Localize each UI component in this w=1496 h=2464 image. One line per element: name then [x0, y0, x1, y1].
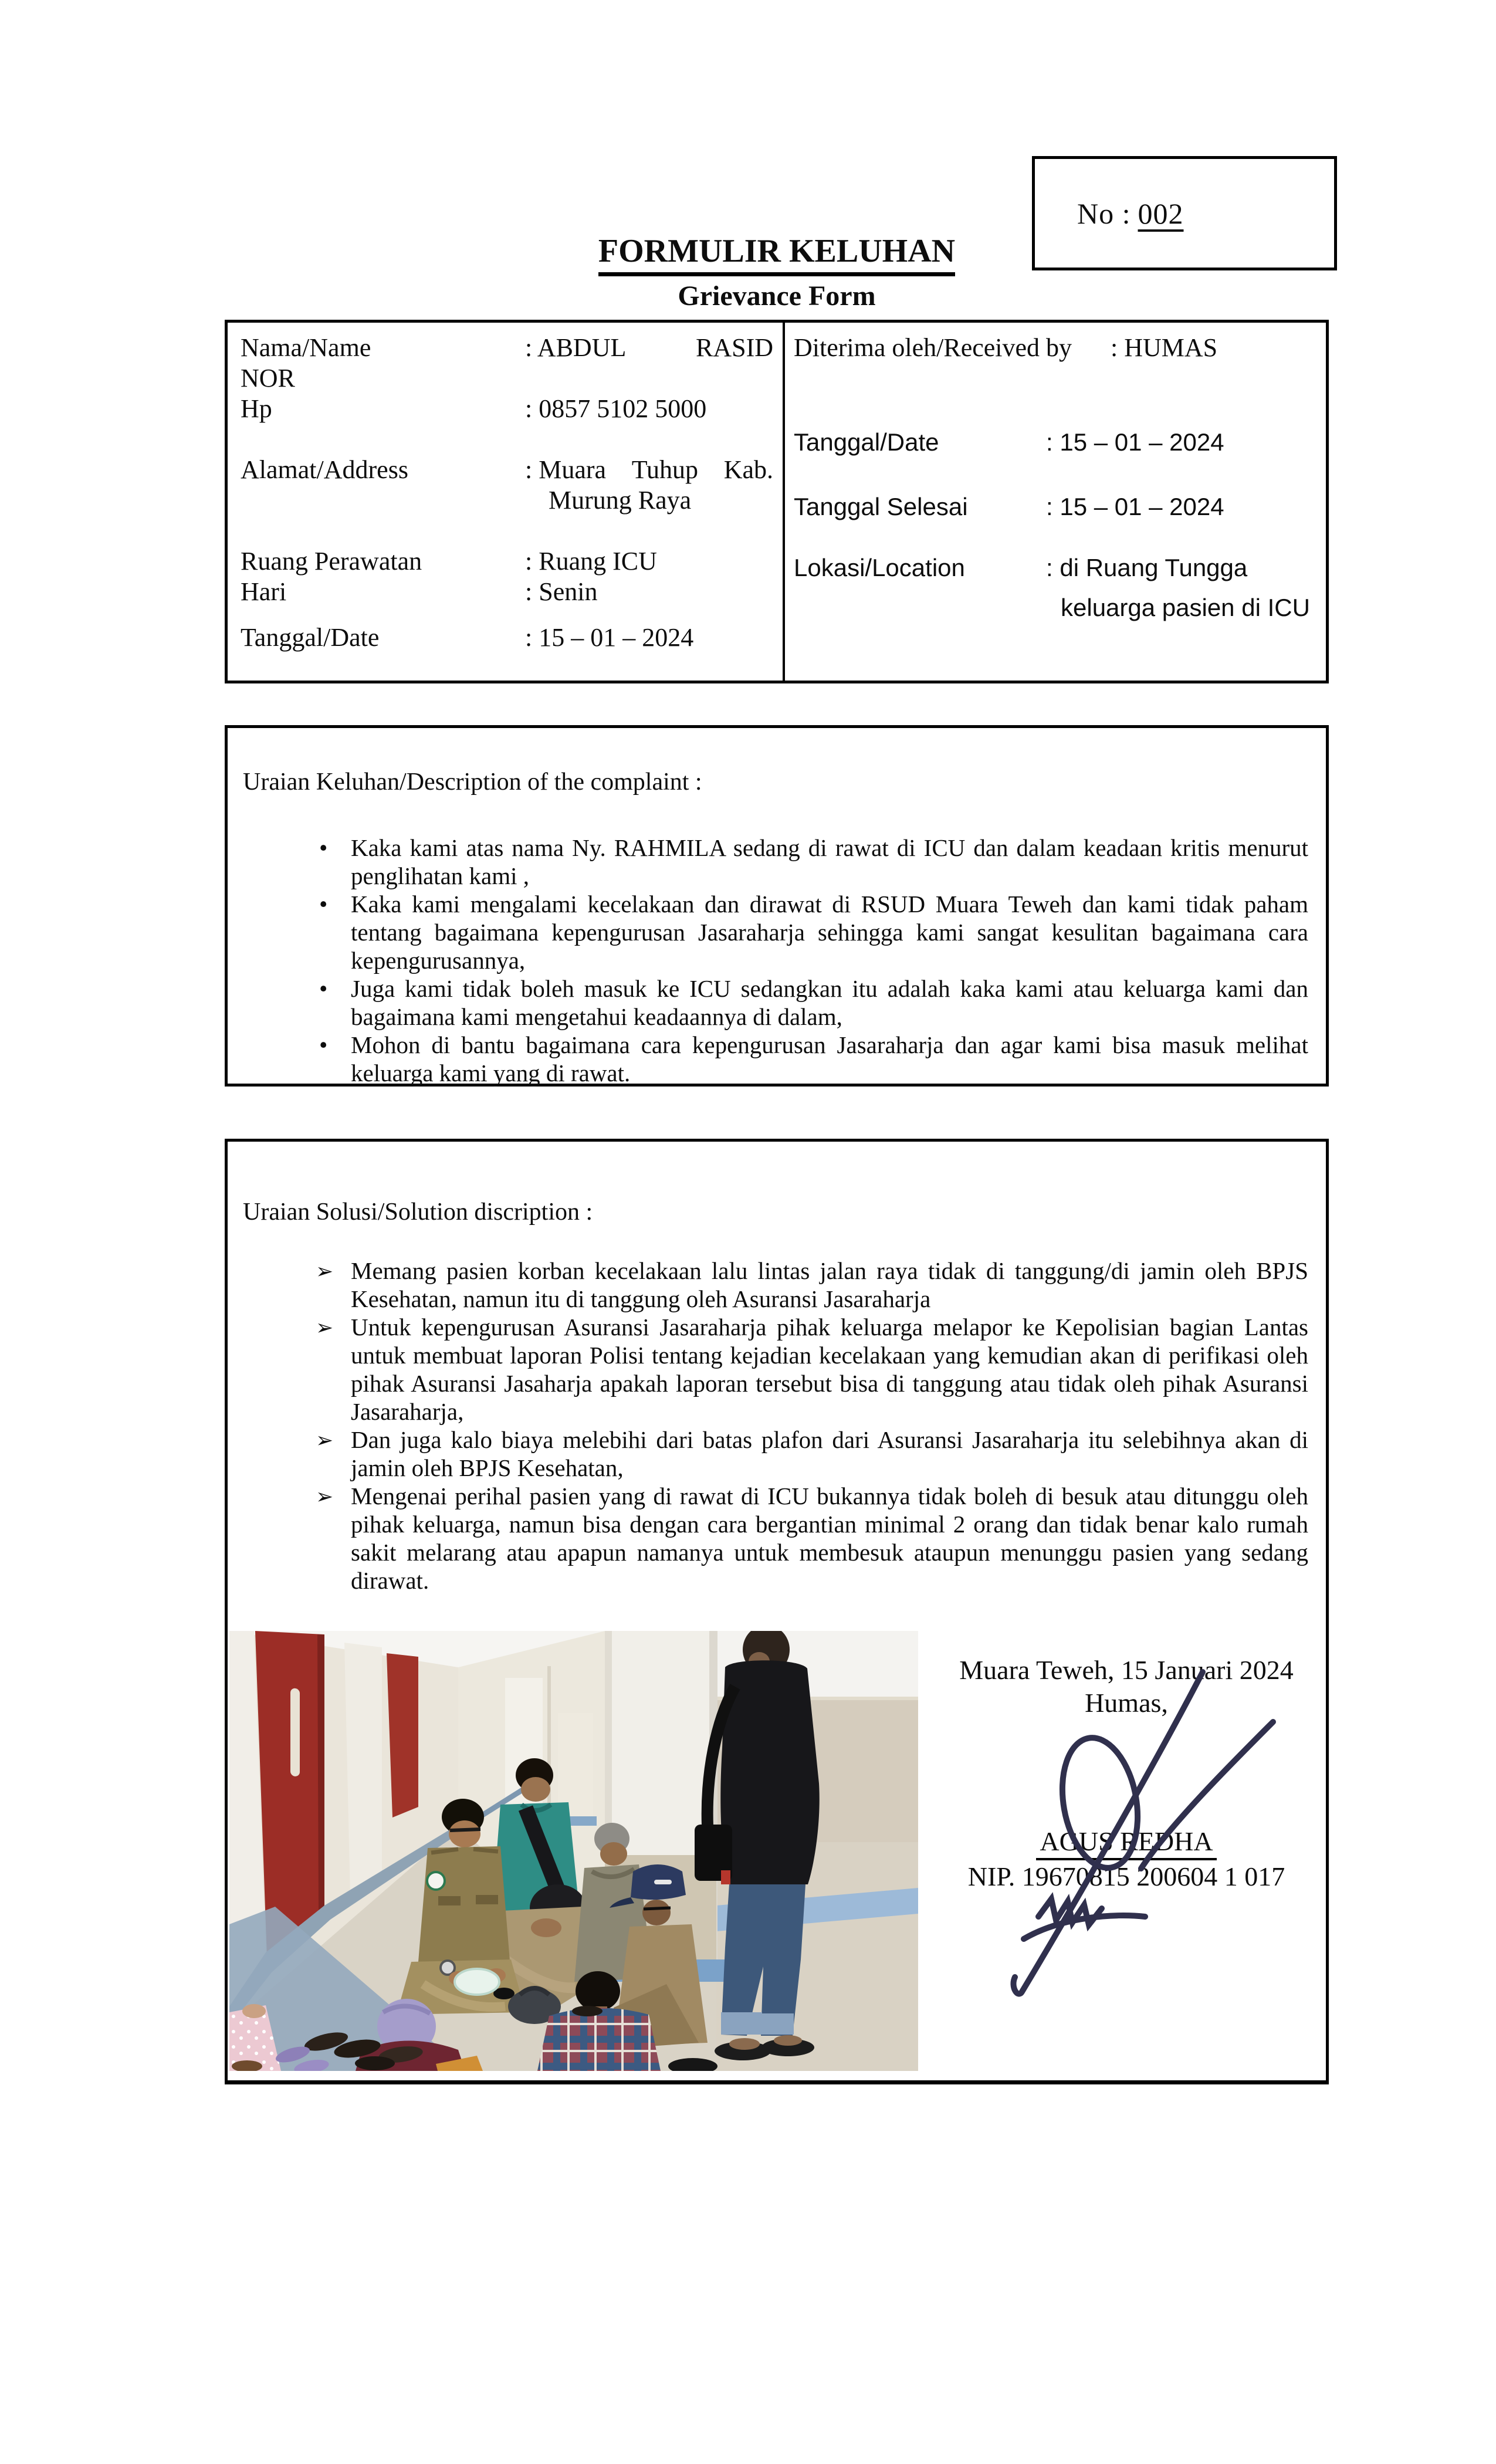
date-label: Tanggal/Date [241, 623, 380, 652]
received-by-value: : HUMAS [1111, 333, 1218, 362]
solution-bullet-3: Dan juga kalo biaya melebihi dari batas plafon dari Asuransi Jasaraharja itu selebihnya akan di jamin oleh BPJS Kesehatan, [351, 1426, 1308, 1481]
location-value-line2: keluarga pasien di ICU [1061, 594, 1310, 621]
complaint-bullet-4: Mohon di bantu bagaimana cara kepengurusan Jasaraharja dan agar kami bisa masuk melihat keluarga kami yang di rawat. [351, 1031, 1308, 1087]
complaint-header: Uraian Keluhan/Description of the complaint : [243, 769, 702, 796]
table-row [241, 577, 773, 607]
solution-bullet-1: Memang pasien korban kecelakaan lalu lintas jalan raya tidak di tanggung/di jamin oleh BPJS Kesehatan, namun itu di tanggung oleh Asuransi Jasaraharja [351, 1257, 1308, 1312]
received-date-value: : 15 – 01 – 2024 [1046, 428, 1224, 456]
day-value: : Senin [525, 577, 598, 606]
received-date-label: Tanggal/Date [794, 428, 939, 456]
title-block [225, 233, 1329, 312]
list-item [319, 834, 1308, 890]
signature-place-date: Muara Teweh, 15 Januari 2024 [959, 1655, 1294, 1685]
signature-department: Humas, [1085, 1688, 1168, 1718]
signature-ink [968, 1663, 1302, 2009]
table-row [241, 333, 773, 363]
table-row [1061, 594, 1310, 622]
solution-list [316, 1257, 1308, 1595]
table-row [241, 394, 773, 424]
signature-strokes [1013, 1672, 1273, 1994]
name-label: Nama/Name [241, 333, 371, 362]
complaint-box [225, 725, 1329, 1087]
list-item [316, 1426, 1308, 1482]
list-item [316, 1313, 1308, 1426]
list-item [316, 1257, 1308, 1313]
date-value: : 15 – 01 – 2024 [525, 623, 694, 652]
complaint-bullet-2: Kaka kami mengalami kecelakaan dan dirawat di RSUD Muara Teweh dan kami tidak paham tentang bagaimana kepengurusan Jasaraharja sehingga kami sangat kesulitan bagaimana cara kepengurusannya, [351, 891, 1308, 974]
phone-value: : 0857 5102 5000 [525, 394, 707, 423]
name-value-2: RASID [695, 333, 773, 362]
table-row [794, 333, 1217, 363]
address-value: : Muara [525, 455, 607, 484]
list-item [319, 890, 1308, 974]
table-column-divider [783, 323, 785, 681]
address-value-3: Kab. [723, 455, 773, 484]
received-by-label: Diterima oleh/Received by [794, 333, 1072, 362]
complaint-list [319, 834, 1308, 1087]
table-row [241, 363, 295, 393]
address-label: Alamat/Address [241, 455, 408, 484]
page-title: FORMULIR KELUHAN [598, 233, 955, 276]
ward-value: : Ruang ICU [525, 547, 657, 576]
table-row [794, 493, 1224, 521]
table-row [794, 554, 1247, 582]
list-item [319, 1031, 1308, 1087]
signer-name-text: AGUS REDHA [1036, 1826, 1216, 1860]
address-value-line2: Murung Raya [549, 486, 692, 515]
finish-date-label: Tanggal Selesai [794, 493, 968, 520]
arrow-bullet-icon: ➢ [316, 1485, 334, 1508]
signature-nip: NIP. 19670815 200604 1 017 [967, 1861, 1285, 1891]
ward-label: Ruang Perawatan [241, 547, 422, 576]
address-value-2: Tuhup [631, 455, 699, 484]
bullet-icon: • [319, 1031, 328, 1058]
page-subtitle: Grievance Form [678, 280, 876, 312]
table-row [794, 428, 1224, 456]
table-row [241, 455, 773, 485]
table-row [241, 622, 773, 652]
phone-label: Hp [241, 394, 272, 423]
name-value: : ABDUL [525, 333, 627, 362]
solution-bullet-4: Mengenai perihal pasien yang di rawat di ICU bukannya tidak boleh di besuk atau ditunggu oleh pihak keluarga, namun bisa dengan cara bergantian minimal 2 orang dan tidak benar kalo rumah sakit melarang atau apapun namanya untuk membesuk ataupun menunggu pasien yang sedang dirawat. [351, 1483, 1308, 1594]
form-number-label: No : [1077, 197, 1131, 230]
arrow-bullet-icon: ➢ [316, 1260, 334, 1283]
complaint-bullet-3: Juga kami tidak boleh masuk ke ICU sedangkan itu adalah kaka kami atau keluarga kami dan bagaimana kami mengetahui keadaannya di dalam, [351, 975, 1308, 1030]
bullet-icon: • [319, 834, 328, 861]
hallway-photo [229, 1631, 918, 2071]
solution-header: Uraian Solusi/Solution discription : [243, 1199, 593, 1226]
complaint-bullet-1: Kaka kami atas nama Ny. RAHMILA sedang di rawat di ICU dan dalam keadaan kritis menurut penglihatan kami , [351, 834, 1308, 889]
bullet-icon: • [319, 975, 328, 1002]
nor-label: NOR [241, 364, 295, 392]
list-item [319, 974, 1308, 1031]
solution-bullet-2: Untuk kepengurusan Asuransi Jasaraharja pihak keluarga melapor ke Kepolisian bagian Lantas untuk membuat laporan Polisi tentang kejadian kecelakaan yang kemudian akan di perifikasi oleh pihak Asuransi Jasaharja apakah laporan tersebut bisa di tanggung atau tidak oleh pihak Asuransi Jasaraharja, [351, 1314, 1308, 1425]
location-label: Lokasi/Location [794, 554, 965, 581]
location-value: : di Ruang Tungga [1046, 554, 1248, 581]
bullet-icon: • [319, 891, 328, 918]
table-row [241, 546, 773, 576]
arrow-bullet-icon: ➢ [316, 1316, 334, 1339]
list-item [316, 1482, 1308, 1595]
table-row [549, 485, 691, 515]
arrow-bullet-icon: ➢ [316, 1429, 334, 1452]
finish-date-value: : 15 – 01 – 2024 [1046, 493, 1224, 520]
form-number-value: 002 [1138, 197, 1184, 230]
day-label: Hari [241, 577, 287, 606]
patient-info-table [225, 320, 1329, 683]
